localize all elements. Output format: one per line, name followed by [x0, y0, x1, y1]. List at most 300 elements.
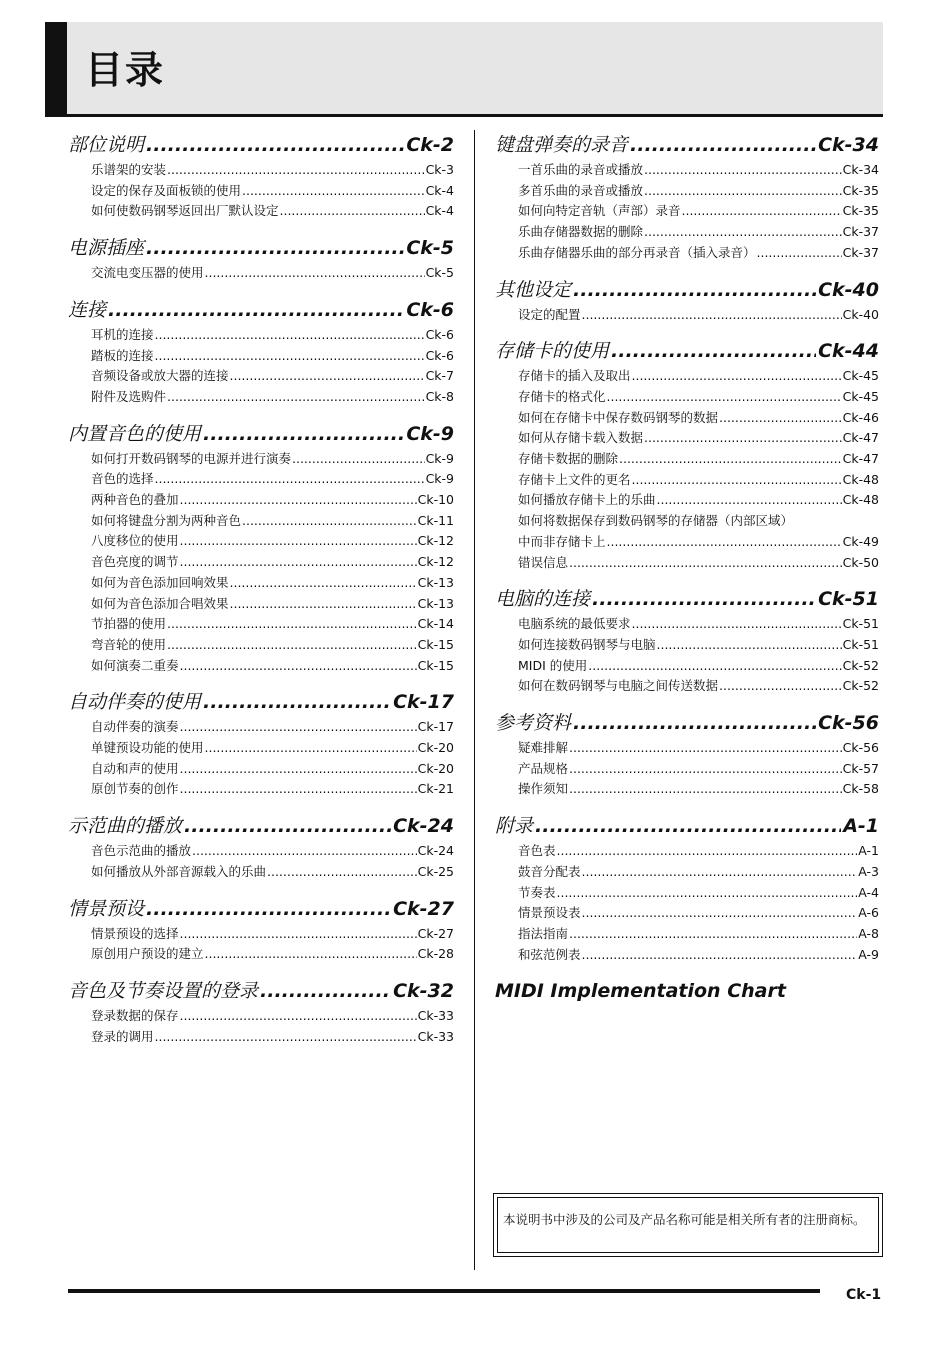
dot-leader — [203, 419, 404, 449]
entry-page: Ck-15 — [417, 657, 454, 673]
entry-page: Ck-35 — [842, 182, 879, 198]
toc-entry-list — [495, 841, 879, 965]
section-title: 电源插座 — [68, 237, 145, 260]
entry-title: 原创节奏的创作 — [91, 781, 179, 797]
toc-entry[interactable] — [91, 201, 454, 222]
toc-entry[interactable] — [518, 387, 879, 408]
dot-leader — [630, 130, 816, 160]
dot-leader — [180, 717, 417, 738]
toc-entry-list — [68, 924, 454, 965]
dot-leader — [280, 201, 425, 222]
entry-page: Ck-35 — [842, 203, 879, 219]
dot-leader — [205, 738, 417, 759]
entry-title: 如何连接数码钢琴与电脑 — [518, 636, 656, 652]
entry-title: 设定的保存及面板锁的使用 — [91, 182, 242, 198]
toc-entry-list — [495, 738, 879, 800]
toc-entry-list — [68, 263, 454, 284]
toc-section — [495, 811, 879, 965]
entry-title: 存储卡上文件的更名 — [518, 471, 631, 487]
entry-page: Ck-11 — [417, 512, 454, 528]
entry-page: Ck-6 — [425, 326, 454, 342]
toc-entry-list — [495, 366, 879, 573]
toc-entry[interactable] — [518, 862, 879, 883]
dot-leader — [155, 1027, 417, 1048]
entry-title: 单键预设功能的使用 — [91, 740, 204, 756]
dot-leader — [180, 552, 417, 573]
dot-leader — [292, 449, 425, 470]
dot-leader — [607, 387, 842, 408]
dot-leader — [644, 181, 842, 202]
section-title: 附录 — [495, 815, 534, 838]
section-page: Ck-27 — [393, 897, 454, 920]
section-page: Ck-17 — [393, 691, 454, 714]
toc-entry[interactable] — [91, 635, 454, 656]
toc-entry[interactable] — [91, 387, 454, 408]
toc-entry[interactable] — [518, 779, 879, 800]
section-title: 连接 — [68, 298, 107, 321]
toc-entry[interactable] — [518, 553, 879, 574]
entry-page: Ck-10 — [417, 492, 454, 508]
dot-leader — [230, 366, 425, 387]
entry-title: 音色表 — [518, 843, 556, 859]
toc-section-heading[interactable] — [68, 233, 454, 263]
entry-title: 多首乐曲的录音或播放 — [518, 182, 644, 198]
entry-title: 如何向特定音轨（声部）录音 — [518, 203, 681, 219]
entry-page: Ck-47 — [842, 451, 879, 467]
entry-page: Ck-34 — [842, 162, 879, 177]
entry-page: Ck-48 — [842, 471, 879, 487]
entry-page: Ck-17 — [417, 719, 454, 735]
dot-leader — [180, 531, 417, 552]
entry-title: 登录数据的保存 — [91, 1007, 179, 1023]
entry-page: Ck-33 — [417, 1007, 454, 1023]
toc-entry[interactable] — [518, 470, 879, 491]
entry-title: 节奏表 — [518, 884, 556, 900]
entry-title: 存储卡的插入及取出 — [518, 368, 631, 384]
toc-entry[interactable] — [518, 181, 879, 202]
toc-entry[interactable] — [518, 428, 879, 449]
dot-leader — [146, 233, 404, 263]
header-accent-bar — [45, 22, 67, 114]
toc-section-heading[interactable] — [495, 130, 879, 160]
dot-leader — [557, 841, 858, 862]
toc-entry[interactable] — [518, 305, 879, 326]
entry-page: Ck-27 — [417, 925, 454, 941]
toc-entry-list — [68, 449, 454, 677]
toc-section — [68, 811, 454, 882]
entry-page: Ck-9 — [425, 450, 454, 466]
dot-leader — [588, 656, 841, 677]
toc-entry[interactable] — [91, 449, 454, 470]
entry-page: A-9 — [858, 946, 879, 962]
dot-leader — [180, 924, 417, 945]
toc-entry[interactable] — [91, 944, 454, 965]
entry-title: 登录的调用 — [91, 1028, 154, 1044]
dot-leader — [192, 841, 417, 862]
entry-title: 乐谱架的安装 — [91, 162, 167, 177]
toc-entry[interactable] — [91, 717, 454, 738]
entry-page: A-6 — [858, 905, 879, 921]
toc-entry-list — [495, 614, 879, 697]
entry-title: 如何演奏二重奏 — [91, 657, 179, 673]
toc-section-heading[interactable] — [68, 130, 454, 160]
toc-entry[interactable] — [91, 656, 454, 677]
entry-title: MIDI 的使用 — [518, 657, 588, 673]
entry-title: 自动伴奏的演奏 — [91, 719, 179, 735]
toc-entry[interactable] — [518, 903, 879, 924]
dot-leader — [657, 490, 842, 511]
dot-leader — [682, 201, 842, 222]
entry-title: 如何播放从外部音源载入的乐曲 — [91, 863, 267, 879]
entry-title: 八度移位的使用 — [91, 533, 179, 549]
toc-entry[interactable] — [91, 759, 454, 780]
entry-title: 中而非存储卡上 — [518, 533, 606, 549]
entry-title: 如何为音色添加合唱效果 — [91, 595, 229, 611]
section-page: Ck-56 — [818, 712, 879, 735]
toc-entry[interactable] — [518, 883, 879, 904]
dot-leader — [230, 573, 417, 594]
entry-page: Ck-37 — [842, 224, 879, 240]
entry-title: 如何将键盘分割为两种音色 — [91, 512, 242, 528]
dot-leader — [155, 469, 425, 490]
entry-title: 交流电变压器的使用 — [91, 265, 204, 281]
dot-leader — [180, 656, 417, 677]
toc-entry[interactable] — [91, 469, 454, 490]
toc-entry[interactable] — [518, 614, 879, 635]
toc-entry[interactable] — [91, 366, 454, 387]
dot-leader — [569, 553, 842, 574]
entry-title: 乐曲存储器数据的删除 — [518, 224, 644, 240]
toc-entry-list — [495, 305, 879, 326]
toc-entry[interactable] — [91, 160, 454, 181]
entry-page: Ck-15 — [417, 636, 454, 652]
dot-leader — [582, 903, 858, 924]
toc-entry[interactable] — [91, 594, 454, 615]
dot-leader — [155, 325, 425, 346]
dot-leader — [619, 449, 842, 470]
dot-leader — [611, 336, 816, 366]
entry-title: 乐曲存储器乐曲的部分再录音（插入录音） — [518, 244, 756, 260]
entry-page: Ck-25 — [417, 863, 454, 879]
dot-leader — [644, 160, 842, 181]
entry-page: A-3 — [858, 863, 879, 879]
dot-leader — [573, 708, 816, 738]
dot-leader — [180, 779, 417, 800]
dot-leader — [205, 263, 425, 284]
toc-entry[interactable] — [518, 656, 879, 677]
entry-page: Ck-14 — [417, 616, 454, 632]
entry-title: 弯音轮的使用 — [91, 636, 167, 652]
section-page: Ck-2 — [406, 134, 454, 156]
toc-entry-list — [68, 160, 454, 222]
dot-leader — [719, 676, 842, 697]
toc-entry-list — [68, 717, 454, 800]
toc-section-heading[interactable] — [68, 295, 454, 325]
toc-entry-list — [68, 1006, 454, 1047]
toc-section — [68, 295, 454, 408]
entry-page: Ck-6 — [425, 347, 454, 363]
toc-entry[interactable] — [91, 346, 454, 367]
section-page: Ck-24 — [393, 815, 454, 838]
entry-page: Ck-9 — [425, 471, 454, 487]
entry-page: A-4 — [858, 884, 879, 900]
page-header — [45, 22, 883, 117]
toc-right-column — [495, 130, 879, 1017]
toc-entry[interactable] — [518, 924, 879, 945]
entry-page: Ck-21 — [417, 781, 454, 797]
dot-leader — [180, 490, 417, 511]
section-title: 存储卡的使用 — [495, 340, 610, 363]
entry-title: 存储卡的格式化 — [518, 388, 606, 404]
entry-title: 节拍器的使用 — [91, 616, 167, 632]
entry-title: 耳机的连接 — [91, 326, 154, 342]
toc-entry[interactable] — [518, 222, 879, 243]
footer-page-number: Ck-1 — [846, 1287, 882, 1303]
toc-left-column — [68, 130, 454, 1058]
dot-leader — [569, 924, 857, 945]
midi-chart-title: MIDI Implementation Chart — [495, 980, 786, 1003]
entry-title: 疑难排解 — [518, 740, 569, 756]
toc-entry[interactable] — [91, 1006, 454, 1027]
toc-entry-list — [495, 160, 879, 264]
toc-entry[interactable] — [91, 511, 454, 532]
toc-entry[interactable] — [91, 738, 454, 759]
dot-leader — [167, 614, 417, 635]
toc-entry[interactable] — [518, 366, 879, 387]
dot-leader — [146, 130, 404, 160]
dot-leader — [203, 687, 391, 717]
toc-entry[interactable] — [518, 635, 879, 656]
dot-leader — [267, 862, 417, 883]
entry-page: Ck-20 — [417, 740, 454, 756]
entry-title: 如何打开数码钢琴的电源并进行演奏 — [91, 450, 292, 466]
toc-section-heading[interactable] — [495, 584, 879, 614]
dot-leader — [569, 779, 842, 800]
section-page: Ck-44 — [818, 340, 879, 363]
toc-entry[interactable] — [518, 201, 879, 222]
entry-page: Ck-8 — [425, 388, 454, 404]
entry-page: Ck-13 — [417, 595, 454, 611]
toc-entry[interactable] — [91, 614, 454, 635]
toc-entry[interactable] — [91, 552, 454, 573]
section-page: Ck-40 — [818, 278, 879, 301]
toc-section-heading[interactable] — [68, 894, 454, 924]
dot-leader — [632, 614, 842, 635]
entry-page: Ck-57 — [842, 760, 879, 776]
entry-title: 鼓音分配表 — [518, 863, 581, 879]
entry-page: Ck-33 — [417, 1028, 454, 1044]
dot-leader — [757, 243, 842, 264]
toc-entry[interactable] — [91, 490, 454, 511]
column-divider — [474, 130, 475, 1270]
entry-title: 音色的选择 — [91, 471, 154, 487]
section-title: 内置音色的使用 — [68, 422, 202, 445]
entry-title: 踏板的连接 — [91, 347, 154, 363]
section-page: Ck-34 — [818, 134, 879, 156]
dot-leader — [557, 883, 858, 904]
toc-entry[interactable] — [518, 738, 879, 759]
dot-leader — [180, 759, 417, 780]
section-title: 音色及节奏设置的登录 — [68, 979, 259, 1002]
toc-section — [68, 687, 454, 800]
entry-page: Ck-50 — [842, 554, 879, 570]
dot-leader — [180, 1006, 417, 1027]
dot-leader — [535, 811, 841, 841]
entry-title: 产品规格 — [518, 760, 569, 776]
entry-title: 操作须知 — [518, 781, 569, 797]
toc-section — [68, 419, 454, 677]
dot-leader — [644, 222, 842, 243]
entry-title: 如何在数码钢琴与电脑之间传送数据 — [518, 678, 719, 694]
toc-section-heading[interactable] — [495, 275, 879, 305]
toc-entry[interactable] — [518, 243, 879, 264]
toc-section-heading[interactable] — [68, 687, 454, 717]
entry-page: Ck-20 — [417, 760, 454, 776]
entry-title: 一首乐曲的录音或播放 — [518, 162, 644, 177]
toc-section-heading[interactable] — [68, 419, 454, 449]
dot-leader — [230, 594, 417, 615]
toc-entry[interactable] — [518, 945, 879, 966]
section-title: 键盘弹奏的录音 — [495, 134, 629, 156]
dot-leader — [108, 295, 404, 325]
entry-title: 如何从存储卡载入数据 — [518, 430, 644, 446]
toc-entry[interactable] — [518, 532, 879, 553]
dot-leader — [155, 346, 425, 367]
toc-entry[interactable] — [518, 841, 879, 862]
dot-leader — [644, 428, 842, 449]
toc-entry[interactable] — [91, 573, 454, 594]
entry-page: Ck-12 — [417, 533, 454, 549]
dot-leader — [146, 894, 391, 924]
toc-entry[interactable] — [518, 759, 879, 780]
entry-page: Ck-3 — [425, 162, 454, 177]
toc-section-heading[interactable] — [495, 811, 879, 841]
section-page: Ck-51 — [818, 588, 879, 611]
toc-entry-list — [68, 325, 454, 408]
entry-page: Ck-46 — [842, 409, 879, 425]
entry-title: 如何为音色添加回响效果 — [91, 574, 229, 590]
dot-leader — [632, 366, 842, 387]
entry-page: Ck-28 — [417, 946, 454, 962]
toc-entry[interactable] — [91, 924, 454, 945]
toc-entry[interactable] — [518, 160, 879, 181]
entry-title: 音频设备或放大器的连接 — [91, 368, 229, 384]
dot-leader — [242, 181, 425, 202]
toc-section-heading[interactable] — [495, 976, 879, 1006]
entry-title: 和弦范例表 — [518, 946, 581, 962]
dot-leader — [167, 635, 417, 656]
section-title: 部位说明 — [68, 134, 145, 156]
entry-page: A-1 — [858, 843, 879, 859]
toc-entry[interactable] — [91, 841, 454, 862]
toc-entry[interactable] — [91, 1027, 454, 1048]
entry-title: 指法指南 — [518, 925, 569, 941]
trademark-notice — [493, 1193, 883, 1257]
entry-title: 错误信息 — [518, 554, 569, 570]
toc-entry[interactable] — [91, 263, 454, 284]
dot-leader — [167, 160, 425, 181]
toc-section — [495, 336, 879, 573]
dot-leader — [205, 944, 417, 965]
footer-rule — [68, 1289, 820, 1293]
entry-page: Ck-24 — [417, 843, 454, 859]
toc-section — [495, 275, 879, 326]
toc-entry[interactable] — [518, 490, 879, 511]
entry-page: Ck-51 — [842, 616, 879, 632]
toc-entry[interactable] — [518, 449, 879, 470]
trademark-notice-text: 本说明书中涉及的公司及产品名称可能是相关所有者的注册商标。 — [497, 1197, 879, 1253]
section-page: Ck-6 — [406, 298, 454, 321]
section-title: 情景预设 — [68, 897, 145, 920]
toc-entry[interactable] — [518, 676, 879, 697]
toc-section — [495, 130, 879, 264]
toc-section — [68, 894, 454, 965]
section-title: 示范曲的播放 — [68, 815, 183, 838]
entry-title: 情景预设的选择 — [91, 925, 179, 941]
dot-leader — [632, 470, 842, 491]
entry-page: Ck-52 — [842, 678, 879, 694]
section-page: Ck-32 — [393, 979, 454, 1002]
entry-page: Ck-45 — [842, 388, 879, 404]
entry-page: Ck-7 — [425, 368, 454, 384]
entry-title: 情景预设表 — [518, 905, 581, 921]
entry-title: 设定的配置 — [518, 306, 581, 322]
entry-page: Ck-5 — [425, 265, 454, 281]
toc-entry[interactable] — [91, 779, 454, 800]
entry-page: Ck-49 — [842, 533, 879, 549]
entry-title: 音色亮度的调节 — [91, 554, 179, 570]
toc-entry-list — [68, 841, 454, 882]
toc-section — [495, 708, 879, 800]
entry-title: 音色示范曲的播放 — [91, 843, 192, 859]
dot-leader — [592, 584, 816, 614]
entry-title: 自动和声的使用 — [91, 760, 179, 776]
toc-entry[interactable] — [91, 181, 454, 202]
section-title: 电脑的连接 — [495, 588, 591, 611]
toc-entry[interactable] — [91, 531, 454, 552]
entry-page: Ck-51 — [842, 636, 879, 652]
toc-section-heading[interactable] — [68, 976, 454, 1006]
toc-entry[interactable] — [91, 862, 454, 883]
entry-title: 两种音色的叠加 — [91, 492, 179, 508]
toc-section-heading[interactable] — [495, 708, 879, 738]
toc-section — [68, 233, 454, 284]
dot-leader — [569, 738, 842, 759]
entry-page: Ck-52 — [842, 657, 879, 673]
dot-leader — [582, 305, 842, 326]
entry-page: Ck-12 — [417, 554, 454, 570]
entry-page: Ck-56 — [842, 740, 879, 756]
toc-section-heading[interactable] — [495, 336, 879, 366]
toc-section-heading[interactable] — [68, 811, 454, 841]
section-page: A-1 — [843, 815, 879, 838]
page-title: 目录 — [85, 48, 166, 92]
section-page: Ck-5 — [406, 237, 454, 260]
entry-title: 如何在存储卡中保存数码钢琴的数据 — [518, 409, 719, 425]
dot-leader — [719, 408, 842, 429]
toc-section — [68, 976, 454, 1047]
dot-leader — [242, 511, 417, 532]
toc-entry[interactable] — [91, 325, 454, 346]
entry-page: Ck-47 — [842, 430, 879, 446]
entry-page: Ck-40 — [842, 306, 879, 322]
toc-entry[interactable] — [518, 408, 879, 429]
section-title: 参考资料 — [495, 712, 572, 735]
entry-page: Ck-48 — [842, 492, 879, 508]
dot-leader — [657, 635, 842, 656]
toc-section — [495, 976, 879, 1006]
toc-section — [495, 584, 879, 697]
